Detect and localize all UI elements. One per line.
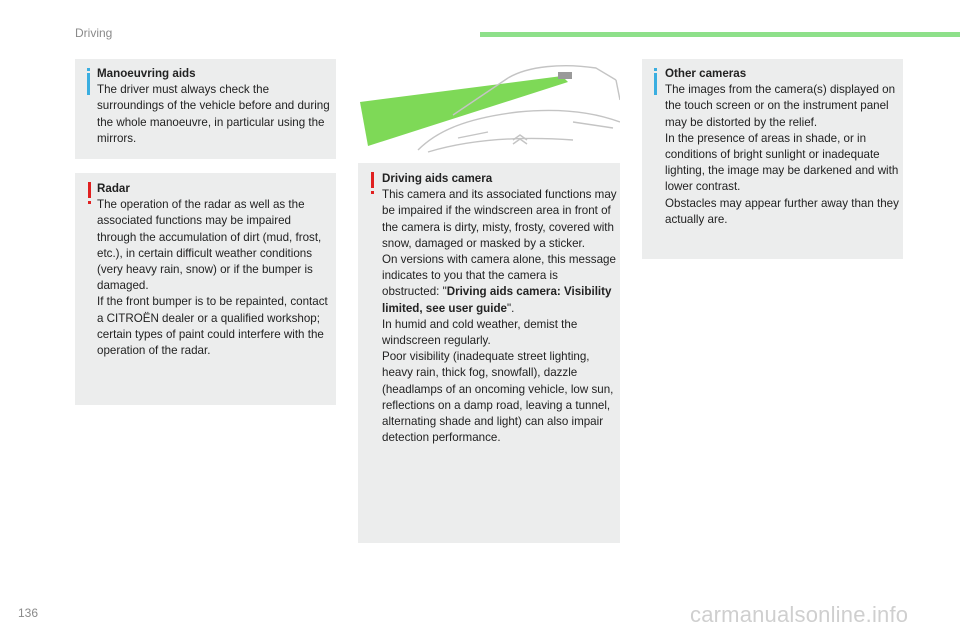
box-text: The operation of the radar as well as the associated functions may be impaired through the accumulation of dirt (mud, frost, etc.), in certain difficult weather conditions (very heavy rain, snow) or if the bumper is damaged. (97, 198, 322, 293)
box-text: The driver must always check the surroundings of the vehicle before and during the whole manoeuvre, in particular using the mirrors. (97, 83, 330, 145)
section-accent-bar (480, 32, 960, 37)
other-cameras-box (642, 59, 903, 259)
box-title: Manoeuvring aids (97, 67, 196, 80)
warning-icon (88, 182, 91, 198)
box-title: Radar (97, 182, 130, 195)
page-number: 136 (18, 606, 39, 620)
box-text: ". (507, 301, 515, 315)
box-text: The images from the camera(s) displayed on the touch screen or on the instrument panel may be distorted by the relief. (665, 83, 896, 129)
warning-icon (371, 172, 374, 188)
box-text: In humid and cold weather, demist the windscreen regularly. (382, 317, 578, 348)
info-icon (87, 73, 90, 95)
box-text: Obstacles may appear further away than they actually are. (665, 196, 899, 226)
box-text: This camera and its associated functions may be impaired if the windscreen area in front of the camera is dirty, misty, frosty, covered with snow, damaged or masked by a sticker. (382, 188, 617, 250)
box-text-with-message (382, 252, 618, 317)
watermark: carmanualsonline.info (690, 602, 909, 627)
manoeuvring-aids-box (75, 59, 336, 159)
box-text: Poor visibility (inadequate street lighting, heavy rain, thick fog, snowfall), dazzle (headlamps of an oncoming vehicle, low sun, reflections on a damp road, leaving a tunnel, alternating shade and light) can also impair detection performance. (382, 350, 614, 445)
car-logo-outline (513, 135, 527, 144)
box-text: If the front bumper is to be repainted, contact a CITROËN dealer or a qualified workshop; certain types of paint could interfere with the operation of the radar. (97, 295, 328, 358)
info-icon (654, 73, 657, 95)
section-title: Driving (75, 26, 113, 40)
car-headlight-outline (458, 122, 613, 138)
windscreen-camera-illustration (358, 60, 620, 156)
camera-housing (558, 72, 572, 79)
box-text: In the presence of areas in shade, or in conditions of bright sunlight or inadequate lighting, the image may be darkened and with lower contrast. (665, 131, 899, 194)
car-grille-outline (428, 139, 573, 153)
box-title: Driving aids camera (382, 172, 493, 185)
box-title: Other cameras (665, 67, 747, 80)
radar-box (75, 173, 336, 405)
driving-aids-camera-box (358, 163, 620, 543)
camera-alert-message: Driving aids camera: Visibility limited, see user guide (382, 285, 612, 315)
box-text: On versions with camera alone, this message indicates to you that the camera is obstructed: " (382, 253, 616, 299)
